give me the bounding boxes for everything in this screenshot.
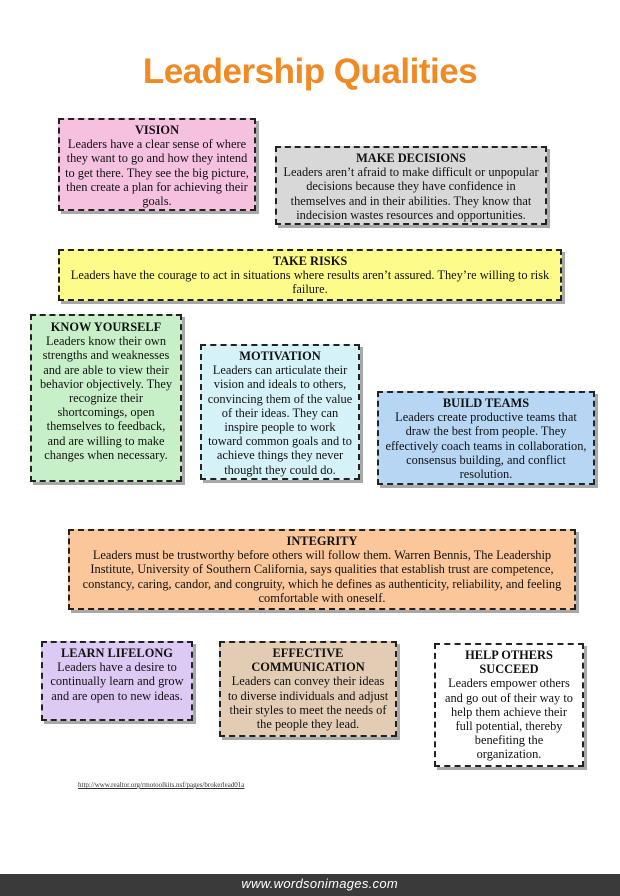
motivation-heading: MOTIVATION (239, 349, 321, 363)
make-decisions-text: Leaders aren’t afraid to make difficult or unpopular decisions because they have confidence in themselves and in their abilities. They know that indecision wastes resources and opportunities. (283, 165, 539, 222)
watermark-bar (0, 874, 620, 896)
vision-text: Leaders have a clear sense of where they want to go and how they intend to get there. They see the big picture, then create a plan for achieving their goals. (65, 137, 249, 209)
learn-lifelong-heading: LEARN LIFELONG (61, 646, 173, 660)
effective-communication-box (219, 641, 397, 737)
vision-box (58, 118, 256, 211)
know-yourself-box (30, 314, 182, 482)
help-others-box (434, 643, 584, 767)
learn-lifelong-box (41, 641, 193, 721)
make-decisions-box (275, 146, 547, 225)
help-others-text: Leaders empower others and go out of their way to help them achieve their full potential, thereby benefiting the organization. (444, 676, 573, 762)
take-risks-text: Leaders have the courage to act in situations where results aren’t assured. They’re willing to risk failure. (70, 268, 550, 297)
integrity-box (68, 529, 576, 610)
motivation-text: Leaders can articulate their vision and ideals to others, convincing them of the value of their ideas. They can inspire people to work toward common goals and to achieve things they never thought they could do. (207, 363, 353, 477)
build-teams-box (377, 391, 595, 485)
help-others-heading: HELP OTHERS SUCCEED (465, 648, 553, 677)
effective-communication-text: Leaders can convey their ideas to diverse individuals and adjust their styles to meet the needs of the people they lead. (227, 674, 389, 732)
learn-lifelong-text: Leaders have a desire to continually learn and grow and are open to new ideas. (50, 660, 184, 703)
know-yourself-text: Leaders know their own strengths and weaknesses and are able to view their behavior objectively. They recognize their shortcomings, open themselves to feedback, and are willing to make changes when necessary. (39, 334, 173, 462)
take-risks-heading: TAKE RISKS (272, 254, 348, 268)
make-decisions-heading: MAKE DECISIONS (356, 151, 466, 165)
page-title: Leadership Qualities (142, 52, 478, 91)
build-teams-text: Leaders create productive teams that draw the best from people. They effectively coach teams in collaboration, consensus building, and conflict resolution. (385, 410, 587, 482)
watermark-text: www.wordsonimages.com (241, 876, 398, 891)
take-risks-box (58, 249, 562, 301)
source-link[interactable]: http://www.realtor.org/rmotoolkits.nsf/pages/brokerlead01a (78, 781, 245, 789)
know-yourself-heading: KNOW YOURSELF (50, 320, 162, 334)
motivation-box (200, 344, 360, 480)
integrity-text: Leaders must be trustworthy before others will follow them. Warren Bennis, The Leadership Institute, University of Southern California, says qualities that establish trust are competence, constancy, caring, candor, and congruity, which he defines as authenticity, reliability, and feeling comfortable with oneself. (82, 548, 562, 605)
build-teams-heading: BUILD TEAMS (442, 396, 530, 410)
effective-communication-heading: EFFECTIVE COMMUNICATION (251, 646, 365, 675)
integrity-heading: INTEGRITY (286, 534, 358, 548)
vision-heading: VISION (134, 123, 180, 137)
